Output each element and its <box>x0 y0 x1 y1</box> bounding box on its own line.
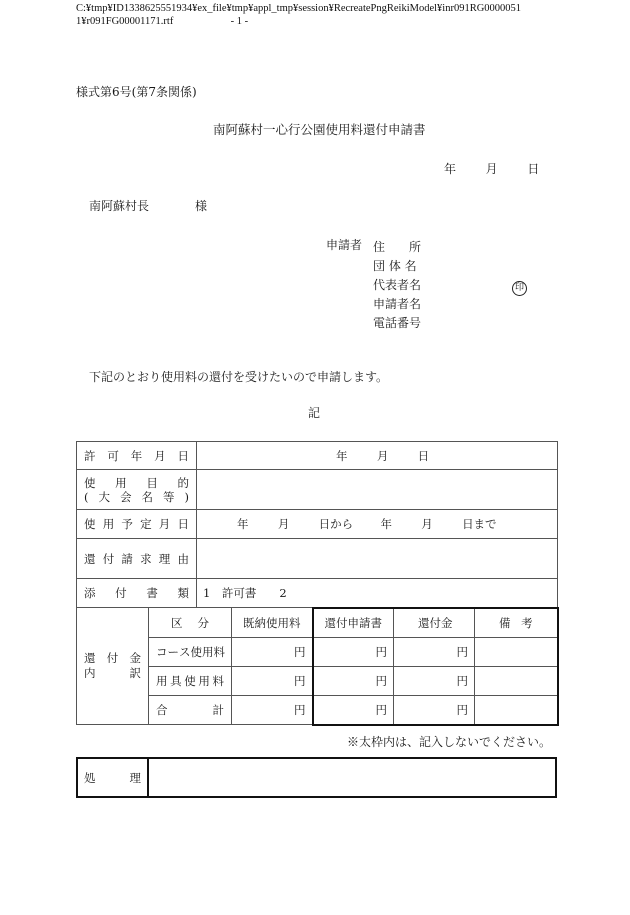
char: 用 <box>198 674 210 688</box>
char: 日 <box>177 448 189 463</box>
char: 合 <box>156 703 168 717</box>
date-month: 月 <box>485 162 498 176</box>
paid-total[interactable]: 円 <box>232 696 313 725</box>
to-year: 年 <box>380 517 392 531</box>
char: 許 <box>84 448 96 463</box>
addressee-honorific: 様 <box>195 199 208 213</box>
char: 料 <box>212 674 224 688</box>
permit-month: 月 <box>376 448 389 463</box>
char: 月 <box>158 517 171 531</box>
char: 名 <box>141 489 153 504</box>
purpose-value[interactable] <box>197 470 558 510</box>
addressee <box>89 199 149 213</box>
char: 大 <box>98 489 110 504</box>
char: 用 <box>156 674 168 688</box>
header-remarks <box>475 608 558 638</box>
intro-text: 下記のとおり使用料の還付を受けたいので申請します。 <box>89 370 389 384</box>
char: 訳 <box>129 666 141 680</box>
row-total <box>77 696 558 725</box>
char: コ <box>156 645 168 659</box>
char: 計 <box>212 703 224 717</box>
schedule-value[interactable] <box>197 510 558 539</box>
processing-value <box>149 759 555 796</box>
remarks-course-fee <box>475 638 558 667</box>
from-day: 日から <box>318 517 354 531</box>
date-year: 年 <box>444 162 457 176</box>
char: ) <box>184 489 189 504</box>
row-reason <box>77 539 558 579</box>
to-day: 日まで <box>462 517 497 531</box>
file-path-line1: C:¥tmp¥ID1338625551934¥ex_file¥tmp¥appl_tmp¥session¥RecreatePngReikiModel¥inr091RG0000051 <box>76 3 522 14</box>
char: 理 <box>158 551 171 566</box>
char: 予 <box>121 517 133 531</box>
form-number: 様式第6号(第7条関係) <box>76 85 197 99</box>
date-line <box>444 162 539 176</box>
seal-icon <box>512 275 527 296</box>
category-course-fee <box>149 638 232 667</box>
field-phone: 電話番号 <box>373 316 422 330</box>
applicant-label: 申請者 <box>326 238 363 252</box>
purpose-label <box>77 470 197 510</box>
char: 金 <box>441 615 453 630</box>
char: 日 <box>177 517 189 531</box>
char: 用 <box>202 645 214 659</box>
char: ス <box>179 645 191 659</box>
field-applicant-name: 申請者名 <box>373 297 422 311</box>
from-month: 月 <box>277 517 290 531</box>
char: 月 <box>154 448 166 463</box>
refund-course-fee: 円 <box>394 638 475 667</box>
thick-frame-note: ※太枠内は、記入しないでください。 <box>347 735 552 749</box>
char: 求 <box>140 551 152 566</box>
header-category <box>149 608 232 638</box>
field-organization: 団 体 名 <box>373 259 417 273</box>
field-representative: 代表者名 <box>373 278 422 292</box>
char: 使 <box>184 674 196 688</box>
char: ー <box>167 645 179 659</box>
file-path-line2-row <box>76 15 521 28</box>
char: 類 <box>177 586 189 600</box>
row-equipment-fee <box>77 667 558 696</box>
char: 定 <box>140 517 152 531</box>
applicant-fields <box>373 238 421 333</box>
processing-box <box>76 757 557 798</box>
char: 理 <box>129 770 141 785</box>
char: 的 <box>177 475 189 490</box>
file-path-header <box>76 2 521 28</box>
char: 付 <box>102 551 115 566</box>
from-year: 年 <box>237 517 249 531</box>
char: 考 <box>521 615 533 630</box>
request-equipment-fee: 円 <box>313 667 394 696</box>
reason-label <box>77 539 197 579</box>
addressee-name: 南阿蘇村長 <box>89 199 150 213</box>
char: 請 <box>121 551 133 566</box>
remarks-equipment-fee <box>475 667 558 696</box>
char: ( <box>84 489 89 504</box>
category-equipment-fee <box>149 667 232 696</box>
request-course-fee: 円 <box>313 638 394 667</box>
char: 区 <box>171 615 183 630</box>
ki-heading: 記 <box>308 406 321 420</box>
char: 使 <box>84 475 96 490</box>
paid-course-fee[interactable]: 円 <box>232 638 313 667</box>
char: 付 <box>115 586 127 600</box>
char: 備 <box>499 615 511 630</box>
char: 由 <box>177 551 189 566</box>
char: 分 <box>197 615 209 630</box>
char: 使 <box>190 645 202 659</box>
page-title: 南阿蘇村一心行公園使用料還付申請書 <box>213 122 426 137</box>
file-path-line2: 1¥r091FG00001171.rtf <box>76 16 174 27</box>
char: 可 <box>107 448 119 463</box>
char: 年 <box>130 448 143 463</box>
refund-equipment-fee: 円 <box>394 667 475 696</box>
row-purpose <box>77 470 558 510</box>
char: 書 <box>146 586 158 600</box>
row-schedule <box>77 510 558 539</box>
char: 還 <box>84 551 96 566</box>
header-refund <box>394 608 475 638</box>
category-total <box>149 696 232 725</box>
char: 用 <box>102 517 115 531</box>
date-day: 日 <box>527 162 540 176</box>
char: 付 <box>429 615 441 630</box>
permit-date-label <box>77 442 197 470</box>
permit-date-value[interactable] <box>197 442 558 470</box>
row-permit-date <box>77 442 558 470</box>
attachments-label <box>77 579 197 608</box>
breakdown-label <box>77 608 149 725</box>
request-total: 円 <box>313 696 394 725</box>
reason-value[interactable] <box>197 539 558 579</box>
to-month: 月 <box>421 517 433 531</box>
processing-label <box>78 759 149 796</box>
application-table <box>76 441 559 726</box>
char: 添 <box>84 586 96 600</box>
attachments-value[interactable]: 1 許可書 2 <box>197 579 558 608</box>
char: 会 <box>120 489 132 504</box>
remarks-total <box>475 696 558 725</box>
char: 等 <box>163 489 175 504</box>
schedule-label <box>77 510 197 539</box>
field-address: 住 所 <box>373 240 422 254</box>
page-number: - 1 - <box>230 16 249 27</box>
row-attachments <box>77 579 558 608</box>
char: 付 <box>106 651 119 665</box>
permit-day: 日 <box>417 448 430 463</box>
seal-mark: 印 <box>512 281 527 296</box>
header-request: 還付申請書 <box>313 608 394 638</box>
row-course-fee <box>77 638 558 667</box>
paid-equipment-fee[interactable]: 円 <box>232 667 313 696</box>
char: 内 <box>84 666 96 680</box>
char: 還 <box>84 651 96 665</box>
char: 料 <box>213 645 225 659</box>
char: 金 <box>129 651 141 665</box>
char: 使 <box>84 517 96 531</box>
row-breakdown-header <box>77 608 558 638</box>
char: 用 <box>115 475 127 490</box>
permit-year: 年 <box>336 448 348 463</box>
char: 具 <box>170 674 182 688</box>
char: 目 <box>146 475 158 490</box>
char: 還 <box>418 615 430 630</box>
header-paid: 既納使用料 <box>232 608 313 638</box>
char: 処 <box>84 770 96 785</box>
refund-total: 円 <box>394 696 475 725</box>
